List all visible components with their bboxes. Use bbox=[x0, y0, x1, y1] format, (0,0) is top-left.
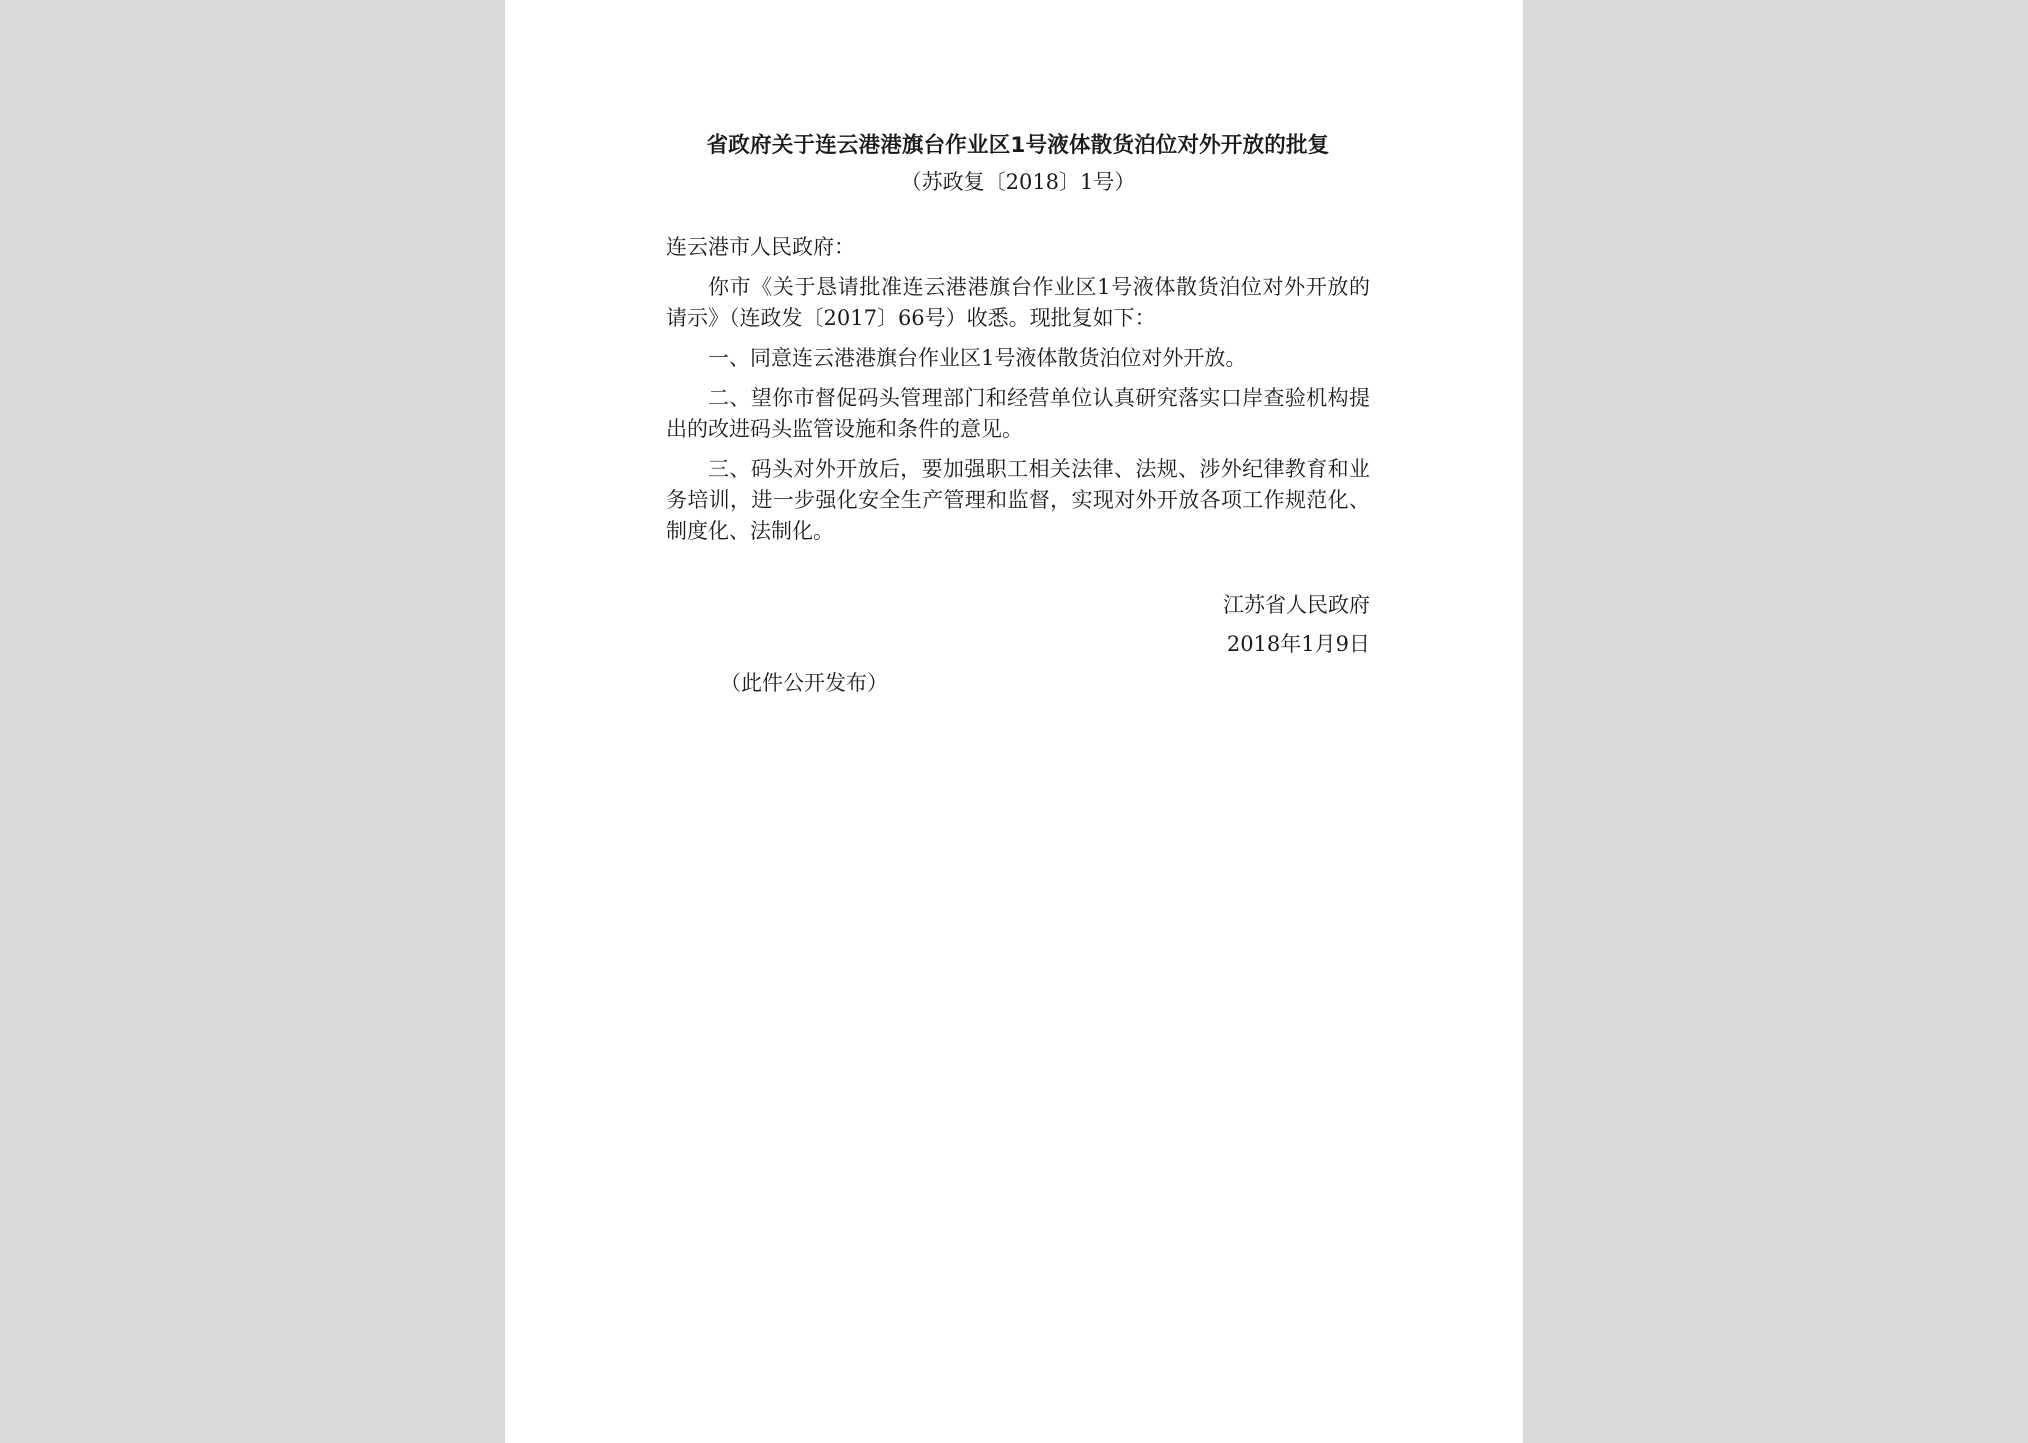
signer: 江苏省人民政府 bbox=[1223, 593, 1370, 617]
document-title: 省政府关于连云港港旗台作业区1号液体散货泊位对外开放的批复 bbox=[706, 133, 1330, 158]
paragraph-intro: 你市《关于恳请批准连云港港旗台作业区1号液体散货泊位对外开放的请示》（连政发〔2017〕66号）收悉。现批复如下： bbox=[666, 275, 1370, 330]
document-number: （苏政复〔2018〕1号） bbox=[900, 170, 1136, 194]
document-page bbox=[505, 0, 1523, 1443]
paragraph-item-2: 二、望你市督促码头管理部门和经营单位认真研究落实口岸查验机构提出的改进码头监管设施和条件的意见。 bbox=[666, 386, 1370, 441]
paragraph-item-3: 三、码头对外开放后，要加强职工相关法律、法规、涉外纪律教育和业务培训，进一步强化安全生产管理和监督，实现对外开放各项工作规范化、制度化、法制化。 bbox=[666, 457, 1370, 543]
publication-note: （此件公开发布） bbox=[720, 671, 888, 695]
paragraph-item-1: 一、同意连云港港旗台作业区1号液体散货泊位对外开放。 bbox=[708, 346, 1247, 370]
issue-date: 2018年1月9日 bbox=[1226, 632, 1370, 656]
salutation: 连云港市人民政府： bbox=[666, 235, 855, 259]
document-body bbox=[666, 128, 1370, 699]
